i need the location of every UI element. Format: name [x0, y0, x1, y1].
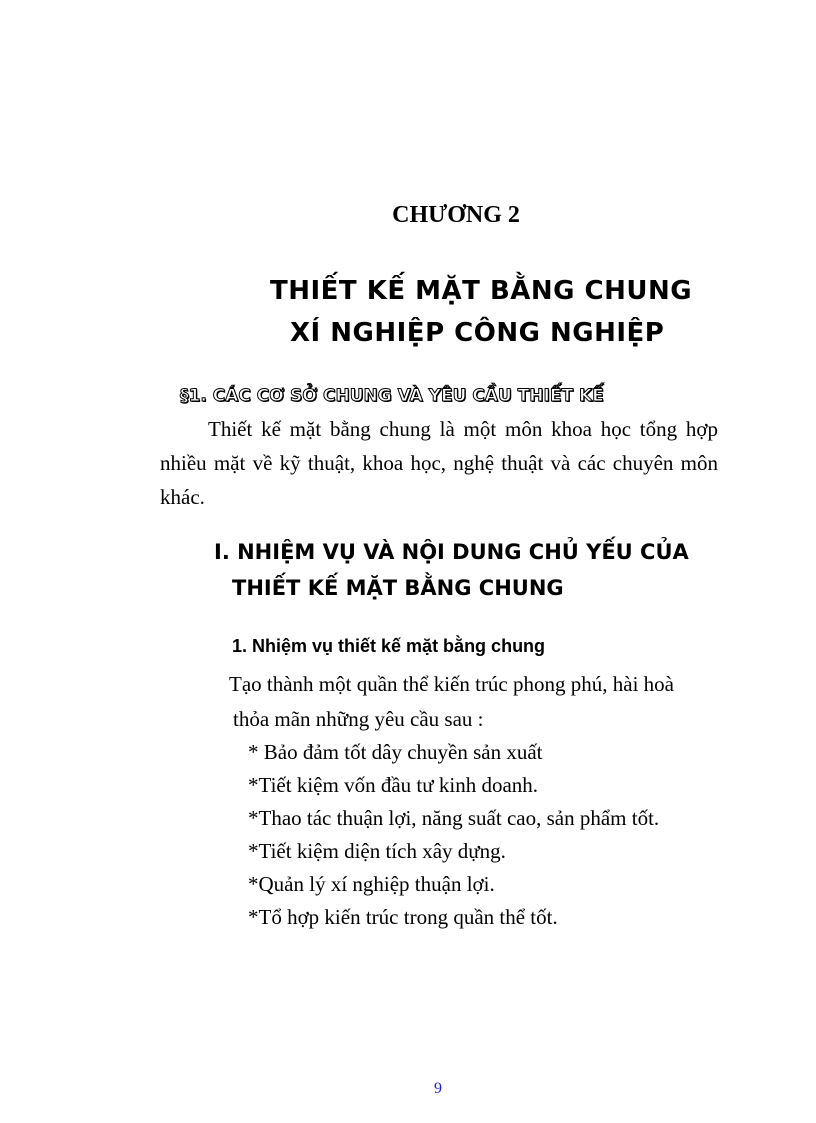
- title-line-1: THIẾT KẾ MẶT BẰNG CHUNG: [270, 276, 693, 306]
- requirement-item: *Tổ hợp kiến trúc trong quần thể tốt.: [248, 905, 558, 929]
- title-line-2: XÍ NGHIỆP CÔNG NGHIỆP: [290, 318, 665, 348]
- page-number: 9: [434, 1080, 442, 1097]
- lead-line-2: thỏa mãn những yêu cầu sau :: [233, 707, 484, 731]
- chapter-label: CHƯƠNG 2: [392, 202, 520, 228]
- part-heading-line-2: THIẾT KẾ MẶT BẰNG CHUNG: [232, 576, 564, 600]
- requirement-item: *Tiết kiệm diện tích xây dựng.: [248, 839, 506, 863]
- part-heading-line-1: I. NHIỆM VỤ VÀ NỘI DUNG CHỦ YẾU CỦA: [214, 540, 689, 564]
- intro-paragraph-text: Thiết kế mặt bằng chung là một môn khoa học tổng hợp nhiều mặt về kỹ thuật, khoa học, nghệ thuật và các chuyên môn khác.: [160, 417, 718, 509]
- subheading: 1. Nhiệm vụ thiết kế mặt bằng chung: [232, 636, 546, 656]
- requirement-item: *Tiết kiệm vốn đầu tư kinh doanh.: [248, 773, 539, 797]
- lead-line-1: Tạo thành một quần thể kiến trúc phong phú, hài hoà: [229, 672, 674, 696]
- requirement-item: * Bảo đảm tốt dây chuyền sản xuất: [248, 740, 543, 764]
- section-heading: §1. CÁC CƠ SỞ CHUNG VÀ YÊU CẦU THIẾT KẾ: [180, 386, 604, 406]
- requirement-item: *Thao tác thuận lợi, năng suất cao, sản phẩm tốt.: [248, 806, 660, 830]
- intro-paragraph: [160, 412, 718, 514]
- requirement-item: *Quản lý xí nghiệp thuận lợi.: [248, 872, 495, 896]
